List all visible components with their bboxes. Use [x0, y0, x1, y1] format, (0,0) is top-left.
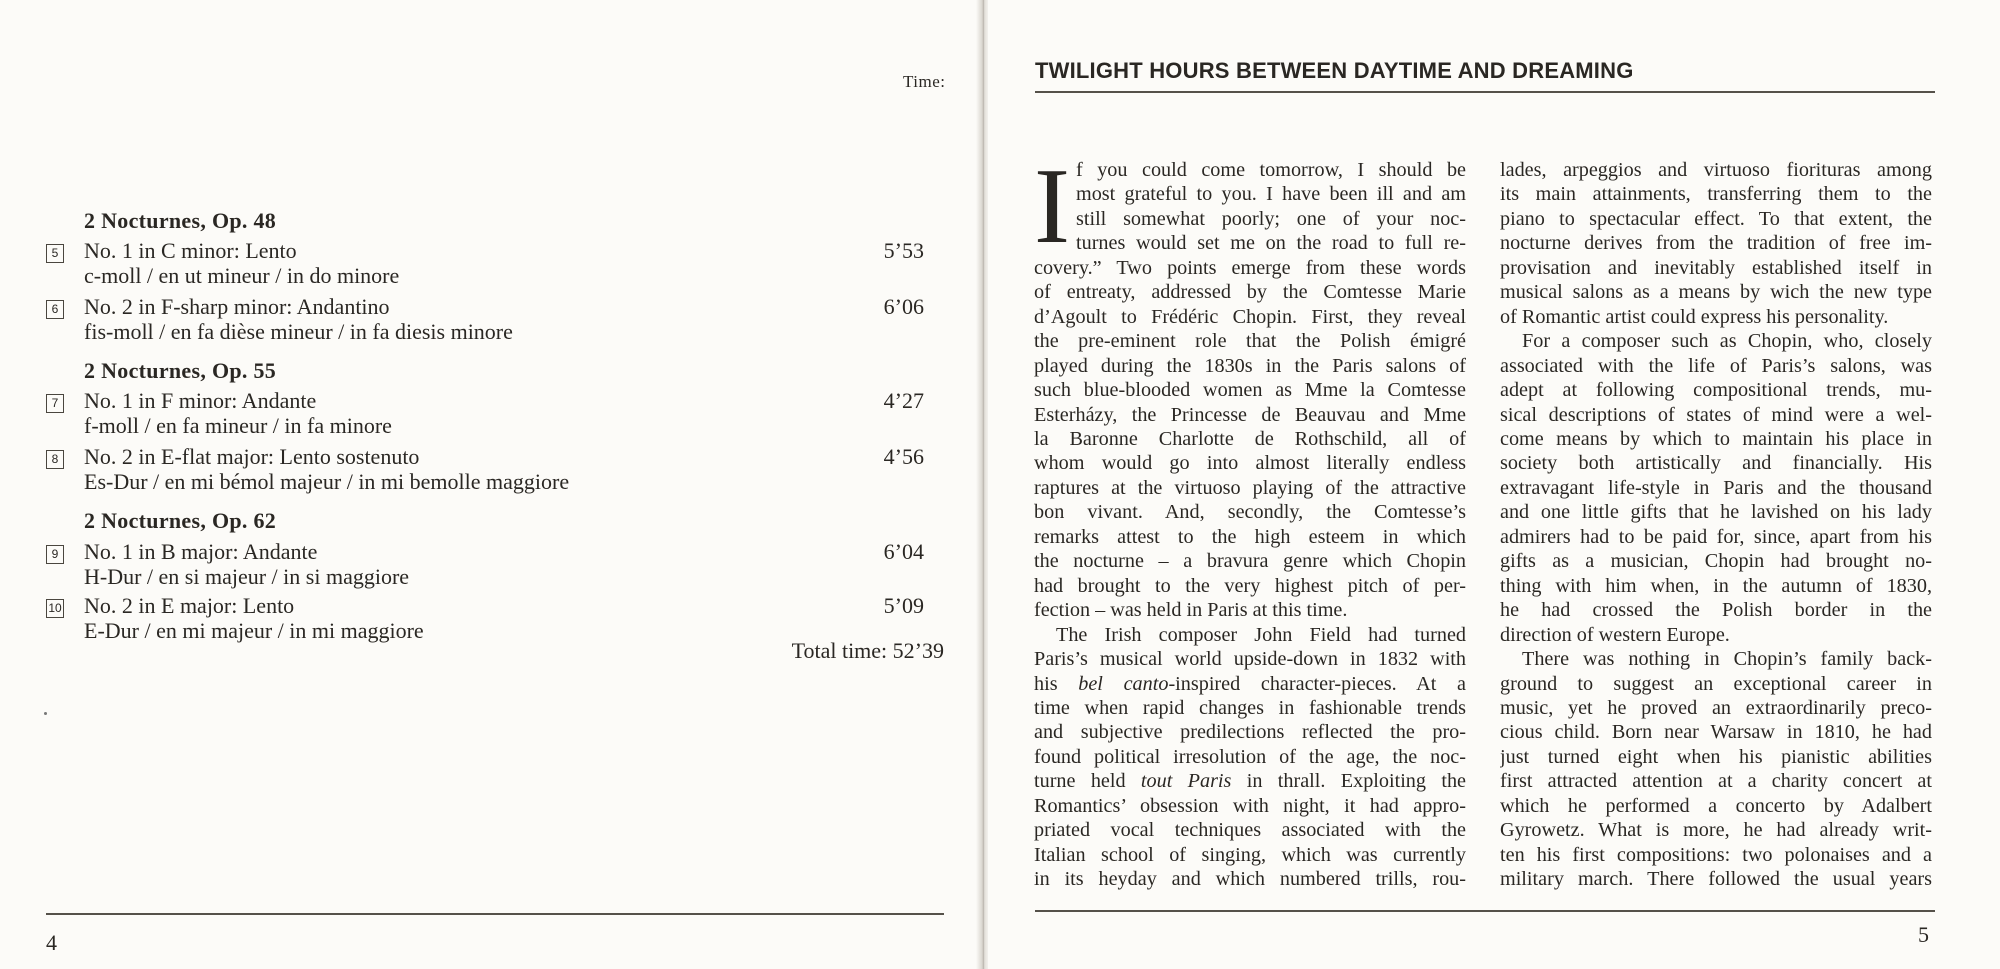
text-line: the nocturne – a bravura genre which Chopin: [1034, 550, 1466, 573]
text-line: For a composer such as Chopin, who, closely: [1522, 330, 1932, 353]
text-line: come means by which to maintain his place in: [1500, 427, 1932, 450]
text-line: military march. There followed the usual years: [1500, 868, 1932, 891]
text-line: which he performed a concerto by Adalbert: [1500, 794, 1932, 817]
text-line: Paris’s musical world upside-down in 1832 with: [1034, 648, 1466, 671]
text-line: most grateful to you. I have been ill and am: [1076, 183, 1466, 206]
track-key-translations: E-Dur / en mi majeur / in mi maggiore: [84, 618, 424, 643]
text-line: still somewhat poorly; one of your noc-: [1076, 207, 1466, 230]
track-title: No. 1 in B major: Andante: [84, 539, 318, 564]
group-heading-op55: 2 Nocturnes, Op. 55: [84, 358, 277, 383]
total-time: Total time: 52’39: [791, 638, 944, 663]
text-line: musical salons as a means by wich the new type: [1500, 281, 1932, 304]
track-title: No. 2 in E-flat major: Lento sostenuto: [84, 444, 420, 469]
text-line: Esterházy, the Princesse de Beauvau and Mme: [1034, 403, 1466, 426]
track-key-translations: f-moll / en fa mineur / in fa minore: [84, 413, 392, 438]
text-run: his: [1034, 672, 1079, 695]
page-number-left: 4: [46, 930, 57, 955]
track-key-translations: c-moll / en ut mineur / in do minore: [84, 263, 400, 288]
text-line: society both artistically and financially. His: [1500, 452, 1932, 475]
text-line: fection – was held in Paris at this time.: [1034, 599, 1348, 622]
paper-speck: [44, 712, 47, 715]
text-line: first attracted attention at a charity concert at: [1500, 770, 1932, 793]
track-title: No. 1 in C minor: Lento: [84, 238, 297, 263]
text-line: d’Agoult to Frédéric Chopin. First, they reveal: [1034, 305, 1466, 328]
text-run: -inspired character-pieces. At a: [1168, 672, 1466, 695]
text-column-1: [1034, 147, 1466, 892]
dropcap-paragraph: [1034, 147, 1466, 266]
text-line: sical descriptions of states of mind were a wel-: [1500, 403, 1932, 426]
track-number-box: 6: [46, 300, 64, 319]
text-line: remarks attest to the high esteem in which: [1034, 525, 1466, 548]
text-line: played during the 1830s in the Paris salons of: [1034, 354, 1466, 377]
text-line: covery.” Two points emerge from these words: [1034, 256, 1466, 279]
track-number-box: 9: [46, 545, 64, 564]
text-line: found political irresolution of the age, the noc-: [1034, 745, 1466, 768]
text-line: piano to spectacular effect. To that extent, the: [1500, 207, 1932, 230]
text-line: f you could come tomorrow, I should be: [1076, 159, 1466, 181]
page-number-right: 5: [1918, 922, 1929, 947]
track-row: [0, 238, 960, 290]
track-time: 4’27: [883, 388, 924, 413]
text-line: of Romantic artist could express his personality.: [1500, 305, 1889, 328]
text-line: There was nothing in Chopin’s family back-: [1522, 648, 1932, 671]
text-line: had brought to the very highest pitch of per-: [1034, 574, 1466, 597]
text-run: turne held: [1034, 770, 1141, 793]
text-line: Italian school of singing, which was currently: [1034, 843, 1466, 866]
track-key-translations: H-Dur / en si majeur / in si maggiore: [84, 564, 410, 589]
text-line: bon vivant. And, secondly, the Comtesse’s: [1034, 501, 1466, 524]
text-line: music, yet he proved an extraordinarily preco-: [1500, 696, 1932, 719]
italic-term: tout Paris: [1140, 770, 1232, 793]
track-key-translations: Es-Dur / en mi bémol majeur / in mi bemolle maggiore: [84, 469, 570, 494]
text-line-mixed: [1034, 769, 1466, 793]
text-line-mixed: [1034, 672, 1466, 696]
text-line: time when rapid changes in fashionable trends: [1034, 696, 1466, 719]
track-key-translations: fis-moll / en fa dièse mineur / in fa diesis minore: [84, 319, 513, 344]
text-line: Gyrowetz. What is more, he had already writ-: [1500, 819, 1932, 842]
text-line: la Baronne Charlotte de Rothschild, all of: [1034, 427, 1466, 450]
text-line: direction of western Europe.: [1500, 623, 1730, 646]
track-number-box: 7: [46, 394, 64, 413]
track-row: [0, 388, 960, 440]
heading-rule: [1035, 91, 1935, 93]
track-time: 6’04: [883, 539, 924, 564]
text-line: priated vocal techniques associated with the: [1034, 819, 1466, 842]
text-line: in its heyday and which numbered trills, rou-: [1034, 868, 1466, 891]
track-title: No. 2 in F-sharp minor: Andantino: [84, 294, 390, 319]
text-line: adept at following compositional trends, mu-: [1500, 379, 1932, 402]
text-line: raptures at the virtuoso playing of the attractive: [1034, 476, 1466, 499]
footer-rule-right: [1035, 910, 1935, 912]
group-heading-op62: 2 Nocturnes, Op. 62: [84, 508, 277, 533]
text-column-2: [1500, 158, 1932, 892]
text-line: and subjective predilections reflected the pro-: [1034, 721, 1466, 744]
text-line: cious child. Born near Warsaw in 1810, he had: [1500, 721, 1932, 744]
text-line: provisation and inevitably established itself in: [1500, 256, 1932, 279]
italic-term: bel canto: [1078, 672, 1169, 695]
text-line: and one little gifts that he lavished on his lady: [1500, 501, 1932, 524]
text-line: just turned eight when his pianistic abilities: [1500, 745, 1932, 768]
track-title: No. 1 in F minor: Andante: [84, 388, 317, 413]
track-time: 4’56: [883, 444, 924, 469]
text-line: associated with the life of Paris’s salons, was: [1500, 354, 1932, 377]
track-time: 5’53: [883, 238, 924, 263]
text-line: gifts as a musician, Chopin had brought no-: [1500, 550, 1932, 573]
text-line: of entreaty, addressed by the Comtesse Marie: [1034, 281, 1466, 304]
left-page: [0, 0, 980, 969]
text-line: The Irish composer John Field had turned: [1056, 623, 1466, 646]
text-line: whom would go into almost literally endless: [1034, 452, 1466, 475]
track-number-box: 8: [46, 450, 64, 469]
group-heading-op48: 2 Nocturnes, Op. 48: [84, 208, 277, 233]
text-line: turnes would set me on the road to full re-: [1076, 232, 1466, 255]
text-line: ground to suggest an exceptional career in: [1500, 672, 1932, 695]
track-row: [0, 444, 960, 496]
track-time: 6’06: [883, 294, 924, 319]
text-line: he had crossed the Polish border in the: [1500, 599, 1932, 622]
text-line: admirers had to be paid for, since, apart from his: [1500, 525, 1932, 548]
text-line: nocturne derives from the tradition of free im-: [1500, 232, 1932, 255]
text-line: Romantics’ obsession with night, it had appro-: [1034, 794, 1466, 817]
track-number-box: 10: [46, 599, 64, 618]
track-row: [0, 539, 960, 591]
track-number-box: 5: [46, 244, 64, 263]
time-column-header: Time:: [903, 72, 946, 91]
article-heading: TWILIGHT HOURS BETWEEN DAYTIME AND DREAMING: [1035, 58, 1634, 83]
text-line: ten his first compositions: two polonaises and a: [1500, 843, 1932, 866]
text-line: the pre-eminent role that the Polish émigré: [1034, 330, 1466, 353]
text-line: its main attainments, transferring them to the: [1500, 183, 1932, 206]
text-line: thing with him when, in the autumn of 1830,: [1500, 574, 1932, 597]
text-line: such blue-blooded women as Mme la Comtesse: [1034, 379, 1466, 402]
text-line: extravagant life-style in Paris and the thousand: [1500, 476, 1932, 499]
track-title: No. 2 in E major: Lento: [84, 593, 295, 618]
text-line: lades, arpeggios and virtuoso fiorituras among: [1500, 159, 1932, 181]
text-run: in thrall. Exploiting the: [1231, 770, 1466, 793]
footer-rule: [46, 913, 944, 915]
dropcap-letter: I: [1034, 147, 1070, 266]
track-time: 5’09: [883, 593, 924, 618]
track-row: [0, 294, 960, 346]
